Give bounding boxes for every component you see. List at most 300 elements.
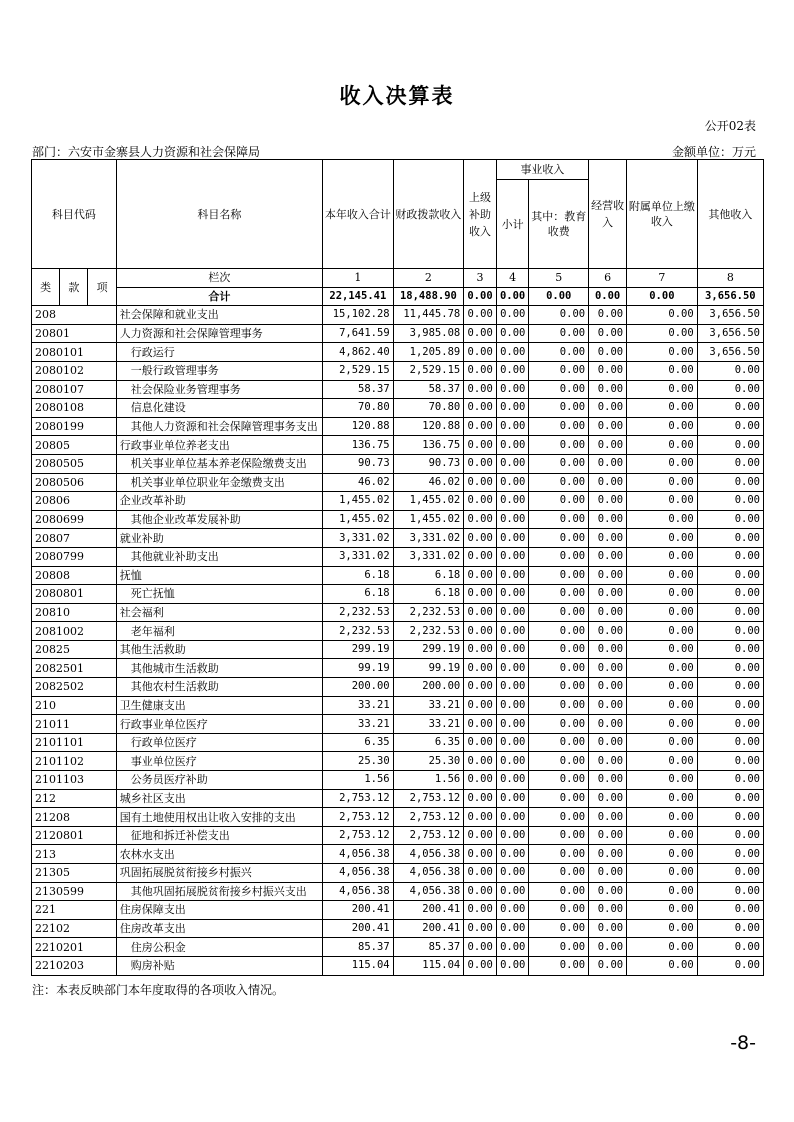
subject-code: 2080102	[32, 361, 117, 380]
amount-cell: 0.00	[589, 808, 627, 827]
table-row	[32, 696, 764, 715]
amount-cell: 1,455.02	[393, 510, 464, 529]
amount-cell: 2,232.53	[323, 603, 394, 622]
amount-cell: 0.00	[496, 492, 529, 511]
amount-cell: 0.00	[589, 436, 627, 455]
amount-cell: 200.00	[393, 678, 464, 697]
amount-cell: 25.30	[323, 752, 394, 771]
amount-cell: 0.00	[496, 771, 529, 790]
subject-code: 2101103	[32, 771, 117, 790]
amount-cell: 0.00	[697, 845, 763, 864]
income-table	[31, 159, 764, 976]
header-subtotal: 小计	[496, 180, 529, 269]
table-row	[32, 529, 764, 548]
amount-cell: 0.00	[464, 826, 497, 845]
amount-cell: 0.00	[697, 733, 763, 752]
amount-cell: 0.00	[529, 808, 589, 827]
amount-cell: 0.00	[496, 659, 529, 678]
amount-cell: 0.00	[496, 752, 529, 771]
amount-cell: 0.00	[697, 417, 763, 436]
amount-cell: 200.41	[323, 919, 394, 938]
amount-cell: 3,656.50	[697, 343, 763, 362]
table-row	[32, 306, 764, 325]
amount-cell: 0.00	[496, 845, 529, 864]
amount-cell: 0.00	[496, 882, 529, 901]
amount-cell: 0.00	[496, 361, 529, 380]
amount-cell: 0.00	[496, 585, 529, 604]
amount-cell: 58.37	[323, 380, 394, 399]
amount-cell: 299.19	[323, 640, 394, 659]
amount-cell: 6.18	[393, 566, 464, 585]
amount-cell: 0.00	[589, 789, 627, 808]
total-cell: 0.00	[627, 287, 698, 306]
subject-name: 行政单位医疗	[116, 733, 322, 752]
amount-cell: 1,455.02	[323, 492, 394, 511]
header-xiang: 项	[88, 269, 116, 306]
table-row	[32, 436, 764, 455]
amount-cell: 0.00	[589, 919, 627, 938]
amount-cell: 0.00	[464, 752, 497, 771]
col-number: 8	[697, 269, 763, 288]
amount-cell: 0.00	[496, 956, 529, 975]
total-cell: 3,656.50	[697, 287, 763, 306]
amount-cell: 0.00	[529, 678, 589, 697]
amount-cell: 0.00	[529, 547, 589, 566]
amount-cell: 0.00	[627, 399, 698, 418]
amount-cell: 0.00	[529, 529, 589, 548]
amount-cell: 0.00	[627, 510, 698, 529]
table-row	[32, 808, 764, 827]
subject-code: 212	[32, 789, 117, 808]
amount-cell: 0.00	[464, 733, 497, 752]
subject-code: 21208	[32, 808, 117, 827]
amount-cell: 0.00	[496, 547, 529, 566]
total-cell: 0.00	[496, 287, 529, 306]
amount-cell: 7,641.59	[323, 324, 394, 343]
amount-cell: 0.00	[464, 547, 497, 566]
amount-cell: 0.00	[627, 566, 698, 585]
amount-cell: 0.00	[627, 826, 698, 845]
amount-cell: 2,753.12	[323, 826, 394, 845]
total-cell: 22,145.41	[323, 287, 394, 306]
amount-cell: 0.00	[697, 361, 763, 380]
amount-cell: 70.80	[323, 399, 394, 418]
amount-cell: 0.00	[496, 919, 529, 938]
amount-cell: 0.00	[464, 678, 497, 697]
amount-cell: 0.00	[697, 622, 763, 641]
amount-cell: 200.41	[323, 901, 394, 920]
subject-code: 21305	[32, 864, 117, 883]
col-number: 6	[589, 269, 627, 288]
amount-cell: 4,056.38	[393, 864, 464, 883]
amount-cell: 99.19	[323, 659, 394, 678]
amount-cell: 0.00	[464, 529, 497, 548]
table-row	[32, 733, 764, 752]
amount-cell: 0.00	[529, 436, 589, 455]
amount-cell: 0.00	[589, 640, 627, 659]
subject-name: 社会保障和就业支出	[116, 306, 322, 325]
subject-name: 农林水支出	[116, 845, 322, 864]
amount-cell: 0.00	[464, 343, 497, 362]
amount-cell: 0.00	[589, 956, 627, 975]
amount-cell: 2,529.15	[393, 361, 464, 380]
subject-code: 2082501	[32, 659, 117, 678]
table-row	[32, 826, 764, 845]
amount-cell: 0.00	[496, 436, 529, 455]
amount-cell: 0.00	[496, 324, 529, 343]
subject-name: 老年福利	[116, 622, 322, 641]
amount-cell: 0.00	[589, 343, 627, 362]
amount-cell: 0.00	[496, 715, 529, 734]
subject-name: 死亡抚恤	[116, 585, 322, 604]
table-row	[32, 417, 764, 436]
amount-cell: 99.19	[393, 659, 464, 678]
subject-code: 2120801	[32, 826, 117, 845]
amount-cell: 90.73	[393, 454, 464, 473]
amount-cell: 0.00	[627, 380, 698, 399]
amount-cell: 0.00	[529, 380, 589, 399]
amount-cell: 200.41	[393, 901, 464, 920]
amount-cell: 0.00	[529, 640, 589, 659]
amount-cell: 0.00	[589, 529, 627, 548]
amount-cell: 0.00	[496, 901, 529, 920]
amount-cell: 0.00	[697, 399, 763, 418]
amount-cell: 0.00	[627, 473, 698, 492]
subject-name: 卫生健康支出	[116, 696, 322, 715]
subject-name: 社会保险业务管理事务	[116, 380, 322, 399]
subject-name: 其他企业改革发展补助	[116, 510, 322, 529]
amount-cell: 0.00	[529, 826, 589, 845]
amount-cell: 0.00	[464, 473, 497, 492]
amount-cell: 0.00	[529, 696, 589, 715]
amount-cell: 0.00	[589, 752, 627, 771]
total-row	[32, 287, 764, 306]
total-cell: 0.00	[589, 287, 627, 306]
col-number: 4	[496, 269, 529, 288]
amount-cell: 0.00	[496, 733, 529, 752]
table-row	[32, 919, 764, 938]
table-row	[32, 399, 764, 418]
header-total-income: 本年收入合计	[323, 160, 394, 269]
amount-cell: 0.00	[697, 901, 763, 920]
subject-code: 2080107	[32, 380, 117, 399]
table-row	[32, 882, 764, 901]
amount-cell: 0.00	[496, 566, 529, 585]
subject-code: 2080799	[32, 547, 117, 566]
table-row	[32, 678, 764, 697]
amount-cell: 0.00	[496, 808, 529, 827]
amount-cell: 0.00	[697, 882, 763, 901]
subject-code: 2081002	[32, 622, 117, 641]
amount-cell: 0.00	[464, 901, 497, 920]
amount-cell: 4,056.38	[323, 845, 394, 864]
amount-cell: 0.00	[627, 547, 698, 566]
amount-cell: 0.00	[627, 417, 698, 436]
amount-cell: 2,232.53	[323, 622, 394, 641]
amount-cell: 0.00	[496, 603, 529, 622]
subject-code: 2080108	[32, 399, 117, 418]
amount-cell: 2,753.12	[393, 826, 464, 845]
amount-cell: 0.00	[529, 771, 589, 790]
amount-cell: 200.41	[393, 919, 464, 938]
amount-cell: 0.00	[589, 566, 627, 585]
amount-cell: 6.18	[323, 566, 394, 585]
amount-cell: 0.00	[697, 956, 763, 975]
amount-cell: 11,445.78	[393, 306, 464, 325]
amount-cell: 0.00	[697, 380, 763, 399]
subject-name: 社会福利	[116, 603, 322, 622]
amount-cell: 0.00	[464, 361, 497, 380]
table-row	[32, 361, 764, 380]
amount-cell: 0.00	[627, 454, 698, 473]
table-row	[32, 845, 764, 864]
subject-name: 就业补助	[116, 529, 322, 548]
amount-cell: 4,862.40	[323, 343, 394, 362]
amount-cell: 4,056.38	[393, 845, 464, 864]
amount-cell: 0.00	[496, 473, 529, 492]
col-number: 7	[627, 269, 698, 288]
table-row	[32, 454, 764, 473]
amount-cell: 0.00	[496, 510, 529, 529]
col-number: 1	[323, 269, 394, 288]
subject-code: 2080101	[32, 343, 117, 362]
amount-cell: 0.00	[627, 603, 698, 622]
table-row	[32, 566, 764, 585]
amount-cell: 0.00	[464, 882, 497, 901]
subject-code: 20808	[32, 566, 117, 585]
amount-cell: 0.00	[627, 343, 698, 362]
unit-label: 金额单位：万元	[671, 145, 756, 159]
amount-cell: 0.00	[589, 361, 627, 380]
amount-cell: 0.00	[464, 864, 497, 883]
table-row	[32, 640, 764, 659]
amount-cell: 4,056.38	[323, 864, 394, 883]
amount-cell: 33.21	[393, 696, 464, 715]
amount-cell: 3,331.02	[323, 529, 394, 548]
amount-cell: 0.00	[496, 640, 529, 659]
total-cell: 18,488.90	[393, 287, 464, 306]
amount-cell: 0.00	[529, 361, 589, 380]
amount-cell: 0.00	[589, 733, 627, 752]
subject-name: 巩固拓展脱贫衔接乡村振兴	[116, 864, 322, 883]
amount-cell: 0.00	[529, 622, 589, 641]
amount-cell: 2,232.53	[393, 622, 464, 641]
amount-cell: 0.00	[529, 324, 589, 343]
table-row	[32, 547, 764, 566]
amount-cell: 0.00	[529, 715, 589, 734]
table-row	[32, 771, 764, 790]
amount-cell: 3,656.50	[697, 306, 763, 325]
amount-cell: 0.00	[464, 789, 497, 808]
subject-code: 20806	[32, 492, 117, 511]
subject-name: 机关事业单位基本养老保险缴费支出	[116, 454, 322, 473]
table-row	[32, 343, 764, 362]
amount-cell: 0.00	[496, 678, 529, 697]
col-number: 3	[464, 269, 497, 288]
subject-name: 征地和拆迁补偿支出	[116, 826, 322, 845]
amount-cell: 0.00	[589, 454, 627, 473]
amount-cell: 0.00	[529, 566, 589, 585]
table-row	[32, 380, 764, 399]
amount-cell: 3,331.02	[393, 529, 464, 548]
header-upper-subsidy: 上级补助收入	[464, 160, 497, 269]
amount-cell: 3,331.02	[393, 547, 464, 566]
amount-cell: 0.00	[529, 306, 589, 325]
amount-cell: 1,455.02	[323, 510, 394, 529]
amount-cell: 1,205.89	[393, 343, 464, 362]
header-kuan: 款	[60, 269, 88, 306]
amount-cell: 0.00	[464, 399, 497, 418]
total-cell: 0.00	[464, 287, 497, 306]
amount-cell: 0.00	[529, 845, 589, 864]
amount-cell: 0.00	[627, 529, 698, 548]
amount-cell: 6.18	[393, 585, 464, 604]
table-row	[32, 715, 764, 734]
amount-cell: 0.00	[529, 752, 589, 771]
subject-code: 2080506	[32, 473, 117, 492]
amount-cell: 0.00	[627, 938, 698, 957]
subject-name: 信息化建设	[116, 399, 322, 418]
amount-cell: 120.88	[323, 417, 394, 436]
amount-cell: 0.00	[697, 510, 763, 529]
subject-name: 一般行政管理事务	[116, 361, 322, 380]
amount-cell: 0.00	[589, 938, 627, 957]
amount-cell: 2,529.15	[323, 361, 394, 380]
table-row	[32, 864, 764, 883]
amount-cell: 0.00	[464, 696, 497, 715]
amount-cell: 0.00	[697, 771, 763, 790]
amount-cell: 0.00	[464, 956, 497, 975]
subject-code: 20825	[32, 640, 117, 659]
amount-cell: 0.00	[496, 380, 529, 399]
subject-code: 20807	[32, 529, 117, 548]
amount-cell: 0.00	[529, 399, 589, 418]
subject-name: 其他农村生活救助	[116, 678, 322, 697]
header-operating: 经营收入	[589, 160, 627, 269]
amount-cell: 0.00	[529, 901, 589, 920]
table-row	[32, 473, 764, 492]
subject-name: 其他就业补助支出	[116, 547, 322, 566]
amount-cell: 0.00	[697, 715, 763, 734]
table-row	[32, 622, 764, 641]
subject-code: 213	[32, 845, 117, 864]
amount-cell: 0.00	[589, 510, 627, 529]
amount-cell: 0.00	[627, 864, 698, 883]
amount-cell: 3,656.50	[697, 324, 763, 343]
amount-cell: 0.00	[697, 566, 763, 585]
subject-code: 2082502	[32, 678, 117, 697]
subject-name: 其他巩固拓展脱贫衔接乡村振兴支出	[116, 882, 322, 901]
amount-cell: 0.00	[697, 585, 763, 604]
amount-cell: 0.00	[464, 454, 497, 473]
subject-name: 其他生活救助	[116, 640, 322, 659]
table-row	[32, 324, 764, 343]
amount-cell: 46.02	[323, 473, 394, 492]
amount-cell: 0.00	[464, 640, 497, 659]
amount-cell: 1.56	[323, 771, 394, 790]
amount-cell: 0.00	[529, 864, 589, 883]
subject-name: 事业单位医疗	[116, 752, 322, 771]
amount-cell: 33.21	[393, 715, 464, 734]
amount-cell: 0.00	[697, 473, 763, 492]
table-row	[32, 492, 764, 511]
amount-cell: 2,753.12	[393, 789, 464, 808]
amount-cell: 0.00	[589, 547, 627, 566]
amount-cell: 0.00	[697, 938, 763, 957]
amount-cell: 3,331.02	[323, 547, 394, 566]
subject-code: 2080199	[32, 417, 117, 436]
page-title: 收入决算表	[339, 83, 455, 108]
amount-cell: 90.73	[323, 454, 394, 473]
header-code: 科目代码	[32, 160, 117, 269]
header-other: 其他收入	[697, 160, 763, 269]
amount-cell: 0.00	[464, 492, 497, 511]
amount-cell: 0.00	[589, 603, 627, 622]
amount-cell: 0.00	[697, 640, 763, 659]
header-name: 科目名称	[116, 160, 322, 269]
amount-cell: 0.00	[589, 585, 627, 604]
amount-cell: 0.00	[464, 436, 497, 455]
amount-cell: 0.00	[464, 808, 497, 827]
subject-name: 购房补贴	[116, 956, 322, 975]
amount-cell: 4,056.38	[323, 882, 394, 901]
table-row	[32, 956, 764, 975]
amount-cell: 0.00	[589, 826, 627, 845]
subject-code: 221	[32, 901, 117, 920]
subject-code: 20805	[32, 436, 117, 455]
header-business-income: 事业收入	[496, 160, 588, 180]
amount-cell: 0.00	[627, 622, 698, 641]
amount-cell: 115.04	[323, 956, 394, 975]
amount-cell: 0.00	[529, 733, 589, 752]
subject-name: 住房公积金	[116, 938, 322, 957]
amount-cell: 0.00	[589, 901, 627, 920]
header-lanci: 栏次	[116, 269, 322, 288]
amount-cell: 0.00	[627, 696, 698, 715]
amount-cell: 0.00	[529, 659, 589, 678]
subject-code: 2080505	[32, 454, 117, 473]
amount-cell: 0.00	[464, 938, 497, 957]
amount-cell: 0.00	[496, 864, 529, 883]
amount-cell: 0.00	[496, 696, 529, 715]
amount-cell: 0.00	[697, 752, 763, 771]
amount-cell: 0.00	[697, 492, 763, 511]
amount-cell: 0.00	[589, 417, 627, 436]
amount-cell: 0.00	[697, 864, 763, 883]
subject-code: 2101102	[32, 752, 117, 771]
table-body	[32, 306, 764, 975]
amount-cell: 2,753.12	[323, 808, 394, 827]
amount-cell: 33.21	[323, 696, 394, 715]
amount-cell: 0.00	[697, 529, 763, 548]
amount-cell: 6.18	[323, 585, 394, 604]
amount-cell: 0.00	[529, 343, 589, 362]
amount-cell: 0.00	[697, 696, 763, 715]
subject-code: 20801	[32, 324, 117, 343]
amount-cell: 0.00	[589, 380, 627, 399]
subject-name: 其他人力资源和社会保障管理事务支出	[116, 417, 322, 436]
subject-code: 210	[32, 696, 117, 715]
amount-cell: 0.00	[529, 919, 589, 938]
amount-cell: 0.00	[464, 585, 497, 604]
amount-cell: 0.00	[496, 826, 529, 845]
amount-cell: 120.88	[393, 417, 464, 436]
amount-cell: 0.00	[496, 399, 529, 418]
amount-cell: 0.00	[589, 715, 627, 734]
total-cell: 0.00	[529, 287, 589, 306]
amount-cell: 115.04	[393, 956, 464, 975]
amount-cell: 0.00	[627, 640, 698, 659]
